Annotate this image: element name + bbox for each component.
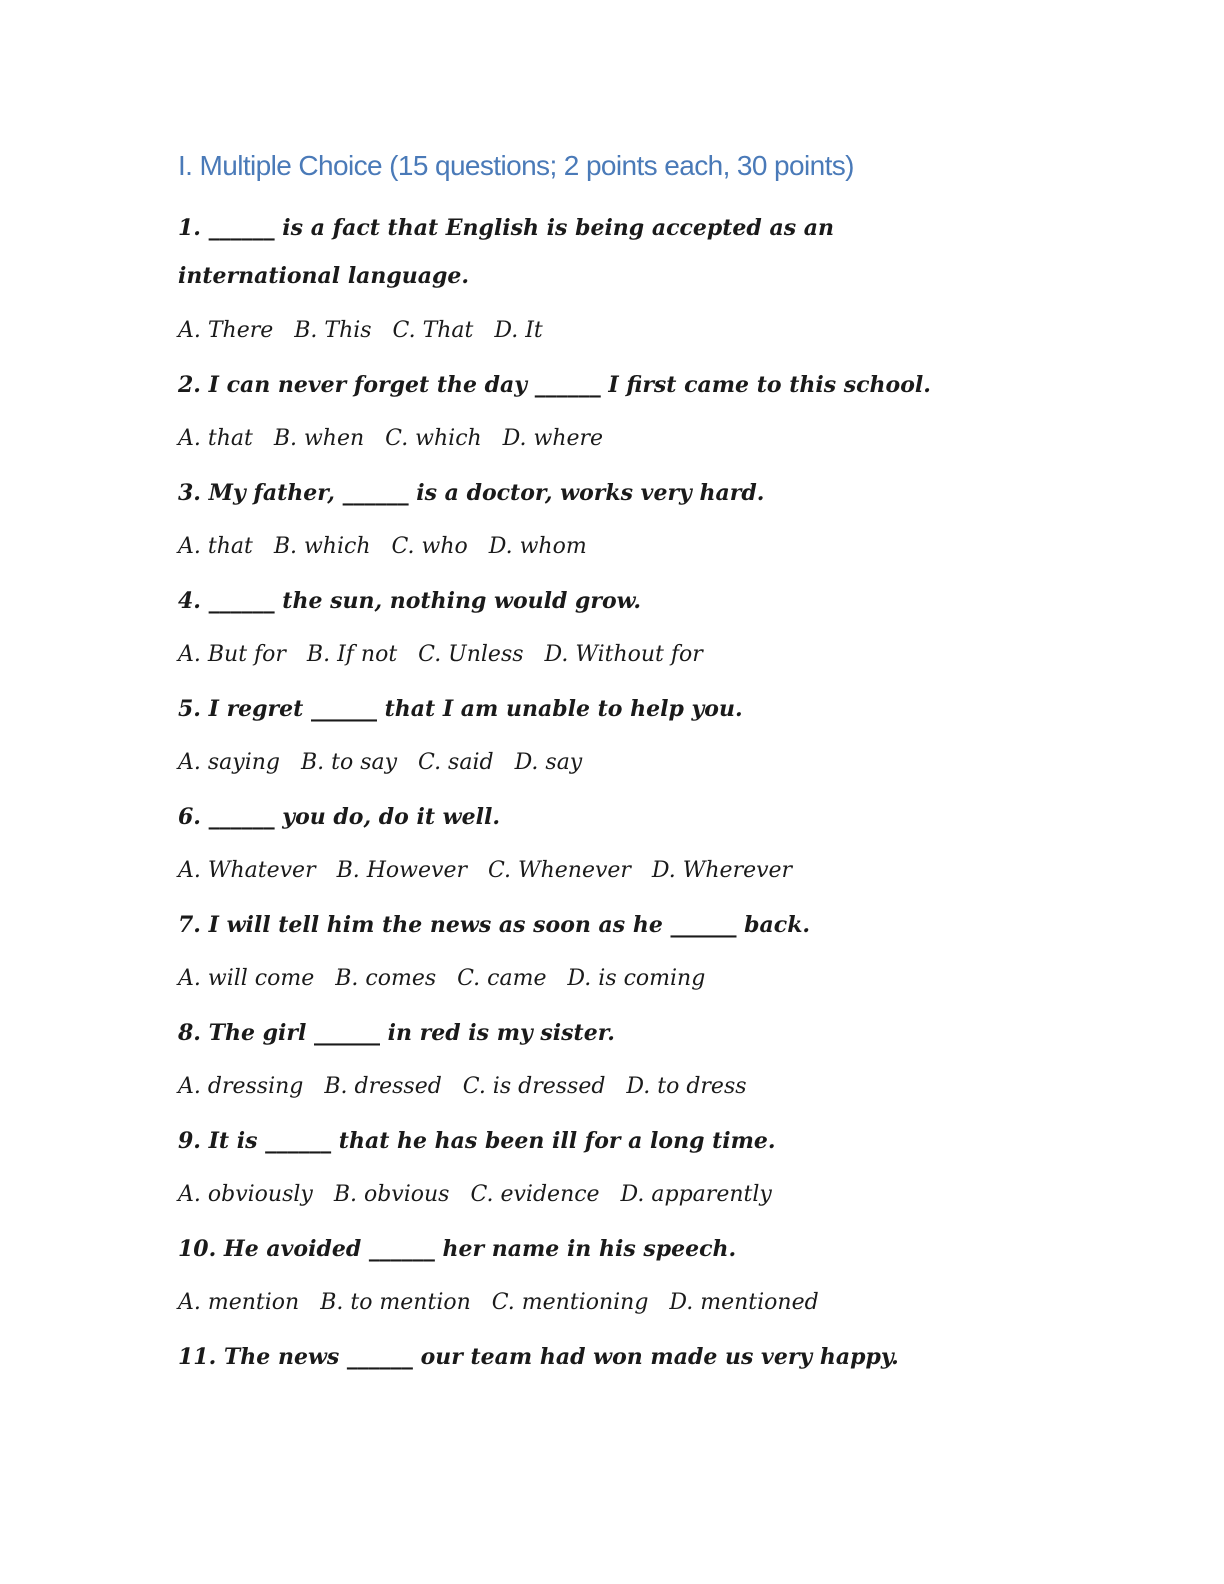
- question-5: 5. I regret ______ that I am unable to help you.: [178, 696, 743, 722]
- question-6: 6. ______ you do, do it well.: [178, 804, 500, 830]
- options-7: A. will come B. comes C. came D. is coming: [178, 966, 706, 991]
- options-6: A. Whatever B. However C. Whenever D. Wherever: [178, 858, 793, 883]
- question-2: 2. I can never forget the day ______ I first came to this school.: [178, 372, 931, 398]
- options-10: A. mention B. to mention C. mentioning D. mentioned: [178, 1290, 819, 1315]
- options-3: A. that B. which C. who D. whom: [178, 534, 587, 559]
- options-2: A. that B. when C. which D. where: [178, 426, 604, 451]
- section-title: I. Multiple Choice (15 questions; 2 points each, 30 points): [178, 150, 854, 181]
- question-11: 11. The news ______ our team had won made us very happy.: [178, 1344, 899, 1370]
- question-4: 4. ______ the sun, nothing would grow.: [178, 588, 642, 614]
- options-4: A. But for B. If not C. Unless D. Without for: [178, 642, 703, 667]
- options-9: A. obviously B. obvious C. evidence D. apparently: [178, 1182, 772, 1207]
- options-5: A. saying B. to say C. said D. say: [178, 750, 583, 775]
- question-3: 3. My father, ______ is a doctor, works very hard.: [178, 480, 765, 506]
- question-1: 1. ______ is a fact that English is being accepted as an international language.: [178, 215, 835, 289]
- question-9: 9. It is ______ that he has been ill for a long time.: [178, 1128, 776, 1154]
- question-10: 10. He avoided ______ her name in his speech.: [178, 1236, 737, 1262]
- question-7: 7. I will tell him the news as soon as he ______ back.: [178, 912, 811, 938]
- options-1: A. There B. This C. That D. It: [178, 318, 543, 343]
- options-8: A. dressing B. dressed C. is dressed D. to dress: [178, 1074, 747, 1099]
- question-8: 8. The girl ______ in red is my sister.: [178, 1020, 615, 1046]
